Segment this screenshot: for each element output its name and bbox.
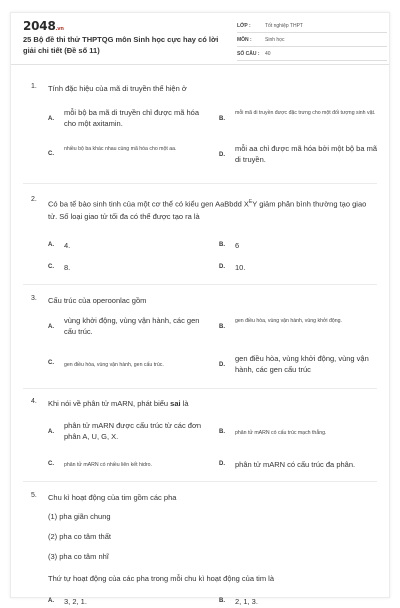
option-text: phân tử mARN có nhiều liên kết hidro. [64, 462, 152, 468]
statement-item: (3) pha co tâm nhĩ [48, 552, 109, 561]
option-b[interactable] [219, 240, 379, 252]
option-text: vùng khởi động, vùng vận hành, các gen cấu trúc. [64, 316, 200, 336]
question-text-end: là [180, 399, 189, 408]
option-c[interactable] [48, 460, 208, 472]
option-text: 4. [64, 241, 71, 250]
option-letter: A. [48, 598, 54, 604]
meta-value: Sinh học [265, 36, 285, 43]
option-a[interactable] [48, 420, 208, 446]
option-letter: B. [219, 116, 225, 122]
question-number: 3. [31, 295, 37, 302]
exam-header [11, 13, 389, 65]
option-b[interactable] [219, 596, 379, 608]
question-divider [23, 481, 377, 482]
question-text: Chu kì hoạt động của tim gồm các pha [48, 493, 177, 502]
option-d[interactable] [219, 459, 379, 471]
option-letter: D. [219, 264, 225, 270]
question-text [48, 196, 375, 223]
option-letter: D. [219, 461, 225, 467]
question-text-end: giảm phân bình thường tạo giao tử. Số loại giao tử tối đa có thể được tạo ra là [48, 199, 367, 221]
question-text-start: Có ba tế bào sinh tinh của một cơ thể có kiểu gen AaBbdd X [48, 199, 249, 209]
question-2 [23, 196, 379, 282]
meta-row-class [237, 19, 387, 33]
option-letter: D. [219, 152, 225, 158]
option-text: phân tử mARN có cấu trúc mạch thẳng. [235, 430, 327, 436]
question-divider [23, 183, 377, 184]
option-b[interactable] [219, 315, 379, 341]
option-letter: C. [48, 151, 54, 157]
option-letter: A. [48, 242, 54, 248]
question-prompt: Thứ tự hoạt động của các pha trong mỗi chu kì hoạt động của tim là [48, 574, 275, 583]
option-a[interactable] [48, 107, 208, 133]
option-a[interactable] [48, 596, 208, 608]
question-number: 4. [31, 398, 37, 405]
question-text [48, 398, 375, 410]
option-letter: C. [48, 264, 54, 270]
question-text-bold: sai [170, 399, 181, 408]
logo-suffix: .vn [55, 26, 64, 32]
meta-key: SỐ CÂU : [237, 50, 260, 57]
site-logo[interactable] [23, 19, 64, 33]
option-text: phân tử mARN có cấu trúc đa phân. [235, 460, 356, 469]
option-letter: A. [48, 324, 54, 330]
exam-meta-table [237, 19, 387, 61]
option-c[interactable] [48, 262, 208, 274]
exam-page [10, 12, 390, 606]
option-d[interactable] [219, 262, 379, 274]
option-text: 3, 2, 1. [64, 597, 87, 606]
option-text: gen điều hòa, vùng khởi động, vùng vận hành, các gen cấu trúc [235, 354, 369, 374]
option-d[interactable] [219, 353, 379, 379]
option-a[interactable] [48, 240, 208, 252]
meta-key: LỚP : [237, 22, 251, 29]
question-4 [23, 398, 379, 482]
logo-text: 2048 [23, 19, 56, 33]
option-text: phân tử mARN được cấu trúc từ các đơn phân A, U, G, X. [64, 421, 202, 441]
option-letter: A. [48, 116, 54, 122]
option-letter: C. [48, 360, 54, 366]
option-a[interactable] [48, 315, 208, 341]
option-text: 6 [235, 241, 240, 250]
option-text: mỗi aa chỉ được mã hóa bởi một bộ ba mã di truyền. [235, 144, 378, 164]
option-text: gen điều hòa, vùng vận hành, vùng khởi động. [235, 318, 342, 324]
option-letter: A. [48, 429, 54, 435]
statement-item: (2) pha co tâm thất [48, 532, 111, 541]
option-b[interactable] [219, 107, 379, 133]
meta-value: 40 [265, 50, 271, 57]
option-c[interactable] [48, 143, 208, 169]
question-1 [23, 83, 379, 183]
option-letter: B. [219, 598, 225, 604]
option-text: mỗi mã di truyền được đặc trưng cho một đối tượng sinh vật. [235, 110, 376, 116]
option-d[interactable] [219, 143, 379, 169]
question-text-y: Y [252, 199, 258, 209]
option-text: 10. [235, 263, 246, 272]
option-text: gen điều hòa, vùng vận hành, gen cấu trúc. [64, 362, 164, 368]
question-text-start: Khi nói về phân tử mARN, phát biểu [48, 399, 171, 408]
question-divider [23, 388, 377, 389]
option-b[interactable] [219, 428, 379, 440]
meta-value: Tốt nghiệp THPT [265, 22, 303, 29]
statement-item: (1) pha giãn chung [48, 512, 111, 521]
meta-key: MÔN : [237, 36, 252, 43]
option-c[interactable] [48, 359, 208, 373]
question-text: Cấu trúc của operoonlac gồm [48, 296, 147, 305]
exam-title: 25 Bộ đề thi thử THPTQG môn Sinh học cực hay có lời giải chi tiết (Đề số 11) [23, 35, 219, 55]
question-number: 5. [31, 492, 37, 499]
question-number: 2. [31, 196, 37, 203]
question-divider [23, 284, 377, 285]
option-letter: B. [219, 429, 225, 435]
option-text: mỗi bộ ba mã di truyền chỉ được mã hóa cho một axitamin. [64, 108, 200, 128]
option-text: 8. [64, 263, 71, 272]
option-letter: B. [219, 324, 225, 330]
question-5 [23, 492, 379, 606]
option-letter: C. [48, 461, 54, 467]
meta-row-subject [237, 33, 387, 47]
option-text: 2, 1, 3. [235, 597, 258, 606]
option-letter: D. [219, 362, 225, 368]
question-text: Tính đặc hiệu của mã di truyền thể hiện ở [48, 84, 187, 93]
question-number: 1. [31, 83, 37, 90]
option-letter: B. [219, 242, 225, 248]
meta-row-count [237, 47, 387, 61]
superscript-e: E [248, 199, 253, 205]
option-text: nhiều bộ ba khác nhau cùng mã hóa cho một aa. [64, 146, 177, 152]
question-3 [23, 295, 379, 387]
